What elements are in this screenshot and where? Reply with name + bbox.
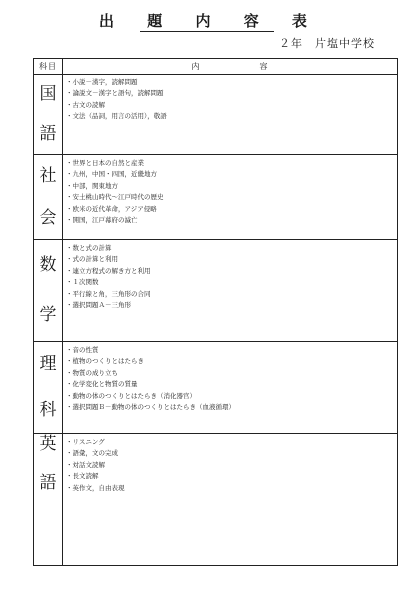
list-item: ・ 物質の成り立ち: [66, 368, 393, 379]
section-japanese: [34, 74, 397, 154]
list-item: ・ 小説－漢字，読解問題: [66, 77, 393, 88]
header-subject: 科目: [39, 62, 57, 71]
topic-list: [66, 345, 393, 413]
list-item: ・ 文法（品詞，用言の活用），敬語: [66, 111, 393, 122]
subject-char: 理: [39, 354, 57, 375]
list-item: ・ 世界と日本の自然と産業: [66, 158, 393, 169]
list-item: ・ 化学変化と物質の質量: [66, 379, 393, 390]
list-item: ・ 式の計算と利用: [66, 254, 393, 265]
list-item: ・ 古文の読解: [66, 100, 393, 111]
list-item: ・ 音の性質: [66, 345, 393, 356]
subject-char: 数: [39, 254, 57, 275]
school-name: ２年 片塩中学校: [279, 37, 375, 50]
table-header-row: [34, 59, 397, 75]
subject-char: 社: [39, 165, 57, 186]
exam-content-table: [33, 58, 398, 566]
subject-char: 科: [39, 399, 57, 420]
subject-char: 語: [39, 123, 57, 144]
list-item: ・ 平行線と角，三角形の合同: [66, 289, 393, 300]
section-science: [34, 342, 397, 433]
subject-char: 語: [39, 473, 57, 493]
topic-list: [66, 437, 393, 494]
topic-list: [66, 77, 393, 123]
list-item: ・ 選択問題Ｂ－動物の体のつくりとはたらき（血液循環）: [66, 402, 393, 413]
section-social-studies: [34, 155, 397, 239]
subject-char: 会: [39, 207, 57, 228]
list-item: ・ 数と式の計算: [66, 243, 393, 254]
list-item: ・ １次関数: [66, 277, 393, 288]
title-underline: [140, 31, 274, 32]
list-item: ・ 選択問題Ａ－三角形: [66, 300, 393, 311]
list-item: ・ 動物の体のつくりとはたらき（消化器官）: [66, 391, 393, 402]
subject-label: [34, 434, 62, 516]
subject-label: [34, 342, 62, 433]
subject-label: [34, 155, 62, 239]
list-item: ・ 論説文－漢字と語句，読解問題: [66, 88, 393, 99]
list-item: ・ 開国，江戸幕府の滅亡: [66, 215, 393, 226]
list-item: ・ 欧米の近代革命，アジア侵略: [66, 204, 393, 215]
section-english: [34, 434, 397, 567]
section-math: [34, 240, 397, 341]
list-item: ・ 安土桃山時代～江戸時代の歴史: [66, 192, 393, 203]
list-item: ・ 中部，関東地方: [66, 181, 393, 192]
list-item: ・ 九州，中国・四国，近畿地方: [66, 169, 393, 180]
topic-list: [66, 243, 393, 311]
list-item: ・ 語彙，文の完成: [66, 448, 393, 459]
header-content: 内容: [191, 62, 328, 71]
subject-char: 英: [39, 434, 57, 454]
subject-char: 学: [39, 305, 57, 326]
list-item: ・ 植物のつくりとはたらき: [66, 356, 393, 367]
list-item: ・ 英作文，自由表現: [66, 483, 393, 494]
list-item: ・ 対話文読解: [66, 460, 393, 471]
list-item: ・ リスニング: [66, 437, 393, 448]
page-title: 出 題 内 容 表: [99, 12, 321, 30]
subject-label: [34, 240, 62, 341]
topic-list: [66, 158, 393, 226]
subject-label: [34, 74, 62, 154]
list-item: ・ 長文読解: [66, 471, 393, 482]
list-item: ・ 連立方程式の解き方と利用: [66, 266, 393, 277]
subject-char: 国: [39, 83, 57, 104]
